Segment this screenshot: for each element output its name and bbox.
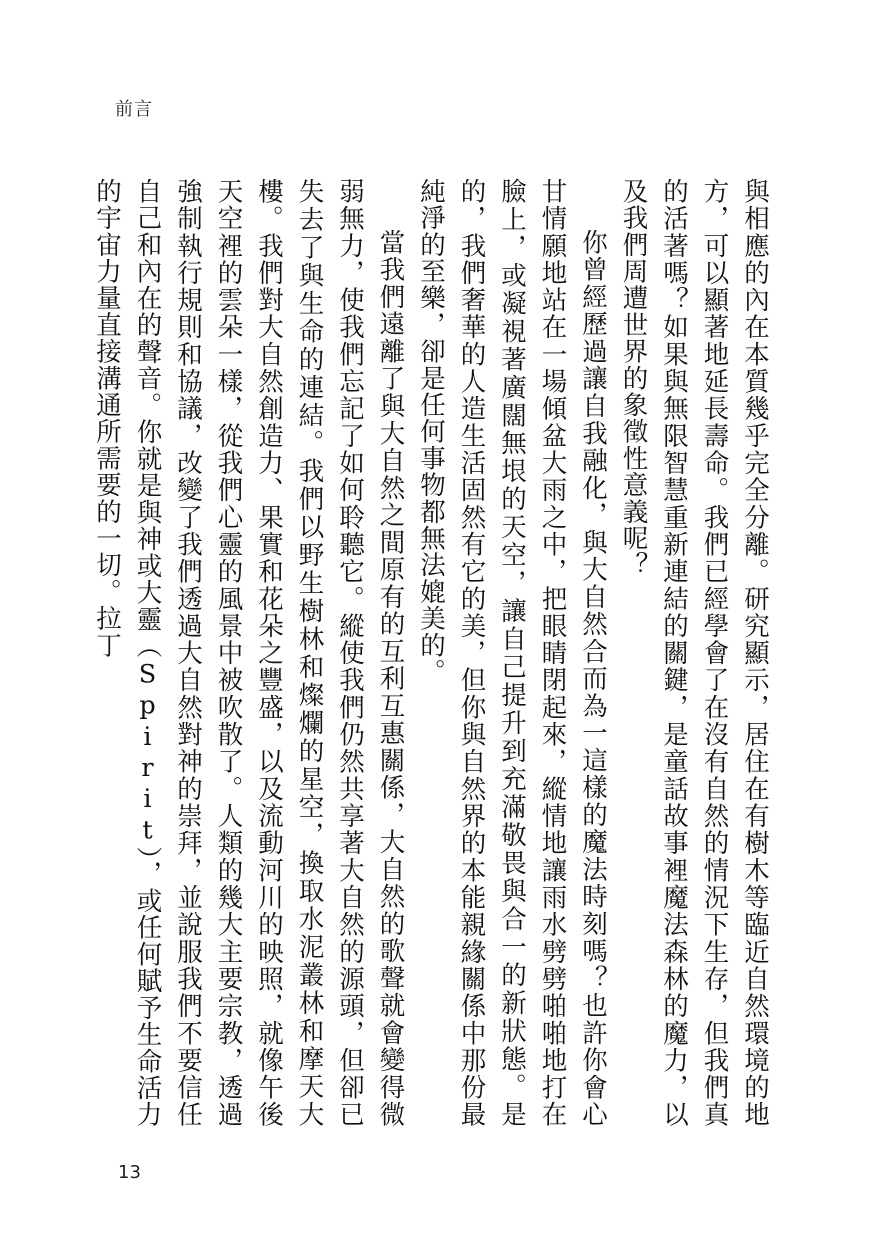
paragraph-4: 當我們遠離了與大自然之間原有的互利互惠關係，大自然的歌聲就會變得微弱無力，使我們忘記了如何聆聽它。縱使我們仍然共享著大自然的源頭，但卻已失去了與生命的連結。我們以野生樹林和燦爛的星空，換取水泥叢林和摩天大樓。我們對大自然創造力、果實和花朵之豐盛，以及流動河川的映照，就像午後天空裡的雲朵一樣，從我們心靈的風景中被吹散了。人類的幾大主要宗教，透過強制執行規則和協議，改變了我們透過大自然對神的崇拜，並說服我們不要信任自己和內在的聲音。你就是與神或大靈（Spirit），或任何賦予生命活力的宇宙力量直接溝通所需要的一切。拉丁 bbox=[92, 178, 406, 1128]
paragraph-1: 與相應的內在本質幾乎完全分離。研究顯示，居住在有樹木等臨近自然環境的地方，可以顯著地延長壽命。我們已經學會了在沒有自然的情況下生存，但我們真的活著嗎？如果與無限智慧重新連結的關鍵，是童話故事裡魔法森林的魔力，以及我們周遭世界的象徵性意義呢？ bbox=[618, 178, 770, 1128]
running-header: 前言 bbox=[115, 99, 153, 120]
page-number: 13 bbox=[118, 1162, 141, 1183]
paragraph-3: 你曾經歷過讓自我融化，與大自然合而為一這樣的魔法時刻嗎？也許你會心甘情願地站在一場傾盆大雨之中，把眼睛閉起來，縱情地讓雨水劈劈啪啪地打在臉上，或凝視著廣闊無垠的天空，讓自己提升到充滿敬畏與合一的新狀態。是的，我們奢華的人造生活固然有它的美，但你與自然界的本能親緣關係中那份最純淨的至樂，卻是任何事物都無法媲美的。 bbox=[416, 178, 608, 1128]
vertical-body-text bbox=[92, 178, 775, 1128]
